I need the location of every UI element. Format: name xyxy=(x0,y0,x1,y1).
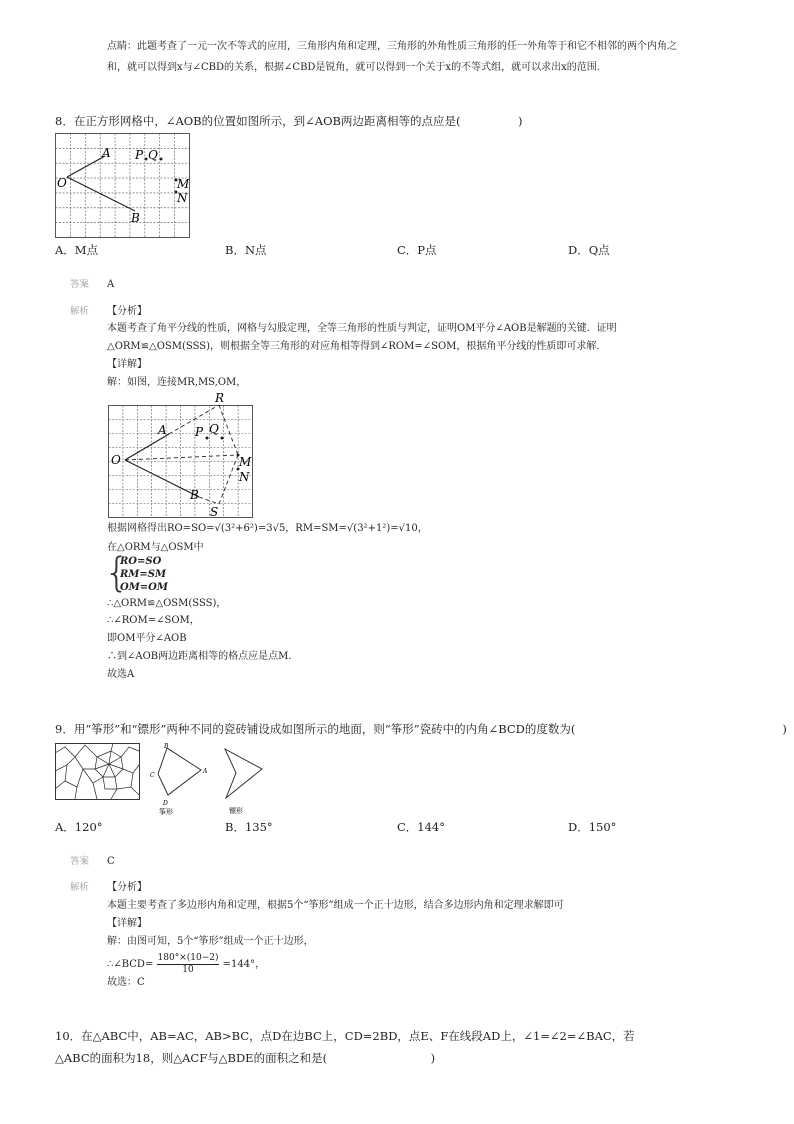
q8-fenxi-heading: 【分析】 xyxy=(107,306,147,317)
q8-system-eq1: RO=SO xyxy=(120,556,162,567)
q8-sol-label-A: A xyxy=(158,423,167,437)
q9-kite-figure xyxy=(145,743,215,818)
q8-option-d[interactable]: D．Q点 xyxy=(568,243,610,257)
q8-xiangjie-heading: 【详解】 xyxy=(107,359,147,370)
q9-option-b[interactable]: B．135° xyxy=(225,820,273,834)
q8-answer: A xyxy=(107,279,115,290)
q8-solution-line3: 在△ORM与△OSM中 xyxy=(107,542,204,553)
q8-label-N: N xyxy=(177,191,188,205)
q8-fenxi-text1: 本题考查了角平分线的性质，网格与勾股定理，全等三角形的性质与判定，证明OM平分∠AOB是解题的关键．证明 xyxy=(107,323,617,334)
q8-analysis-label: 解析 xyxy=(70,306,90,317)
q8-answer-label: 答案 xyxy=(70,279,90,290)
q8-stem: 8．在正方形网格中，∠AOB的位置如图所示，到∠AOB两边距离相等的点应是( ) xyxy=(55,114,523,128)
q10-stem-line1: 10．在△ABC中，AB=AC，AB>BC，点D在边BC上，CD=2BD，点E、F在线段AD上，∠1=∠2=∠BAC，若 xyxy=(55,1029,635,1043)
q9-fraction-denominator: 10 xyxy=(182,965,194,975)
q9-solution-line2 xyxy=(107,953,265,976)
q9-fenxi-heading: 【分析】 xyxy=(107,882,147,893)
q9-kite-label-A: A xyxy=(203,768,208,775)
q9-analysis-label: 解析 xyxy=(70,882,90,893)
q9-kite-caption: 筝形 xyxy=(159,808,173,816)
q8-label-O: O xyxy=(57,176,67,190)
q9-dart-caption: 镖形 xyxy=(229,807,243,815)
q9-stem: 9．用“筝形”和“镖形”两种不同的瓷砖铺设成如图所示的地面，则“筝形”瓷砖中的内角∠BCD的度数为( ) xyxy=(55,722,787,736)
q7-note-line1: 点睛：此题考查了一元一次不等式的应用，三角形内角和定理，三角形的外角性质三角形的任一外角等于和它不相邻的两个内角之 xyxy=(107,41,677,52)
q8-solution-line7: ∴到∠AOB两边距离相等的格点应是点M． xyxy=(107,651,299,662)
q9-dart-figure xyxy=(218,743,273,818)
q8-solution-line8: 故选A xyxy=(107,669,135,680)
q9-kite-label-C: C xyxy=(150,772,155,779)
q8-label-M: M xyxy=(177,177,190,191)
q8-solution-line4: ∴△ORM≌△OSM(SSS)， xyxy=(107,598,227,609)
q9-kite-label-D: D xyxy=(163,800,168,807)
q8-sol-label-Q: Q xyxy=(209,422,219,436)
q8-sol-label-P: P xyxy=(195,425,204,439)
q8-label-Q: Q xyxy=(148,148,158,162)
q9-xiangjie-heading: 【详解】 xyxy=(107,918,147,929)
q8-solution-line5: ∴∠ROM=∠SOM， xyxy=(107,615,200,626)
q8-sol-label-S: S xyxy=(210,505,219,519)
q9-sol2-prefix: ∴∠BCD= xyxy=(107,959,154,970)
q8-solution-line1: 解：如图，连接MR,MS,OM， xyxy=(107,377,247,388)
q7-note-line2: 和，就可以得到x与∠CBD的关系，根据∠CBD是锐角，就可以得到一个关于x的不等式组，就可以求出x的范围. xyxy=(107,62,600,73)
q9-solution-line1: 解：由图可知，5个“筝形”组成一个正十边形， xyxy=(107,936,314,947)
q9-tiling-figure xyxy=(55,743,141,801)
q8-solution-line6: 即OM平分∠AOB xyxy=(107,633,187,644)
q8-option-b[interactable]: B．N点 xyxy=(225,243,267,257)
q8-fenxi-text2: △ORM≌△OSM(SSS)，则根据全等三角形的对应角相等得到∠ROM=∠SOM，根据角平分线的性质即可求解． xyxy=(107,341,607,352)
q9-option-c[interactable]: C．144° xyxy=(397,820,445,834)
q8-solution-line2: 根据网格得出RO=SO=√(3²+6²)=3√5，RM=SM=√(3²+1²)=√10， xyxy=(107,523,428,534)
q8-label-B: B xyxy=(131,211,140,225)
q9-fraction-numerator: 180°×(10−2) xyxy=(157,953,219,963)
q8-system-eq3: OM=OM xyxy=(120,582,168,593)
q8-sol-label-O: O xyxy=(111,453,121,467)
q8-sol-label-M: M xyxy=(239,455,252,469)
q9-option-d[interactable]: D．150° xyxy=(568,820,617,834)
q9-fenxi-text: 本题主要考查了多边形内角和定理，根据5个“筝形”组成一个正十边形，结合多边形内角和定理求解即可 xyxy=(107,900,564,911)
q9-sol2-suffix: =144°， xyxy=(222,959,266,970)
q9-solution-line3: 故选：C xyxy=(107,977,145,988)
q10-stem-line2: △ABC的面积为18，则△ACF与△BDE的面积之和是( ) xyxy=(55,1051,436,1065)
q8-option-c[interactable]: C．P点 xyxy=(397,243,437,257)
q9-option-a[interactable]: A．120° xyxy=(55,820,103,834)
q9-kite-label-B: B xyxy=(164,743,169,750)
q8-system-eq2: RM=SM xyxy=(120,569,167,580)
q9-fraction xyxy=(157,953,220,976)
q8-sol-label-R: R xyxy=(215,392,225,405)
q8-label-A: A xyxy=(102,146,111,160)
q8-option-a[interactable]: A．M点 xyxy=(55,243,99,257)
q8-label-P: P xyxy=(135,148,144,162)
q9-answer-label: 答案 xyxy=(70,856,90,867)
q8-sol-label-N: N xyxy=(239,470,250,484)
q8-grid-figure xyxy=(55,133,195,241)
q8-sol-label-B: B xyxy=(190,488,199,502)
q8-solution-figure xyxy=(107,392,257,520)
q8-system-brace: { xyxy=(104,550,130,596)
q9-answer: C xyxy=(107,856,115,867)
